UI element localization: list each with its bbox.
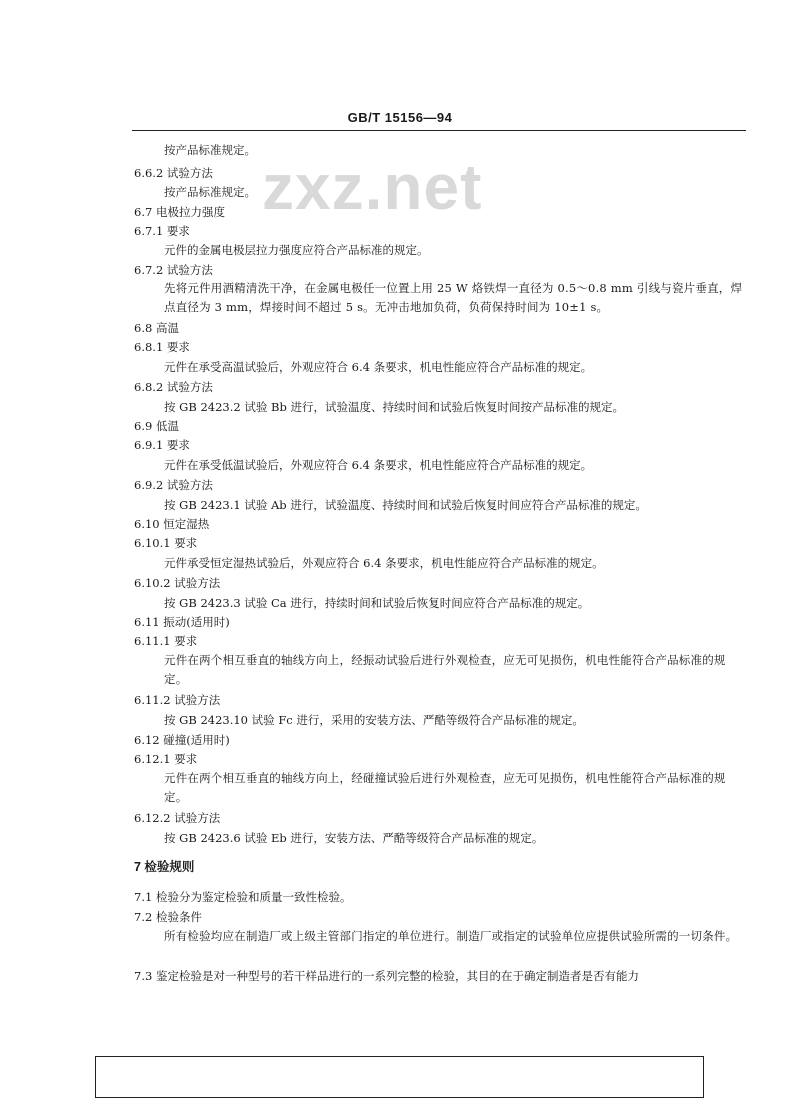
text-line: 7.3 鉴定检验是对一种型号的若干样品进行的一系列完整的检验，其目的在于确定制造者是否有能力 (134, 969, 639, 983)
header-rule (132, 130, 746, 131)
section-heading: 6.6.2 试验方法 (134, 166, 213, 180)
section-heading: 6.11.2 试验方法 (134, 693, 221, 707)
chapter-heading: 7 检验规则 (134, 860, 195, 874)
section-heading: 6.7.2 试验方法 (134, 263, 213, 277)
text-line: 元件的金属电极层拉力强度应符合产品标准的规定。 (164, 243, 429, 257)
section-heading: 6.7.1 要求 (134, 224, 190, 238)
section-heading: 6.12 碰撞(适用时) (134, 733, 230, 747)
section-heading: 6.8.1 要求 (134, 340, 190, 354)
section-heading: 6.10 恒定湿热 (134, 517, 210, 531)
section-heading: 6.11.1 要求 (134, 634, 198, 648)
section-heading: 6.10.1 要求 (134, 536, 198, 550)
paragraph: 所有检验均应在制造厂或上级主管部门指定的单位进行。制造厂或指定的试验单位应提供试验所需的一切条件。 (164, 929, 738, 943)
section-heading: 6.8.2 试验方法 (134, 380, 213, 394)
page-header: GB/T 15156—94 (347, 110, 453, 125)
text-line: 按 GB 2423.6 试验 Eb 进行，安装方法、严酷等级符合产品标准的规定。 (164, 831, 544, 845)
section-heading: 6.10.2 试验方法 (134, 576, 221, 590)
text-line: 按 GB 2423.2 试验 Bb 进行，试验温度、持续时间和试验后恢复时间按产品标准的规定。 (164, 400, 624, 414)
section-heading: 6.11 振动(适用时) (134, 615, 230, 629)
text-line: 按产品标准规定。 (164, 143, 256, 157)
footer-frame (95, 1056, 704, 1098)
text-line: 按 GB 2423.3 试验 Ca 进行，持续时间和试验后恢复时间应符合产品标准的规定。 (164, 596, 590, 610)
section-heading: 6.9.2 试验方法 (134, 478, 213, 492)
section-heading: 6.7 电极拉力强度 (134, 205, 225, 219)
section-heading: 6.9.1 要求 (134, 438, 190, 452)
section-heading: 6.8 高温 (134, 321, 179, 335)
text-line: 按 GB 2423.10 试验 Fc 进行，采用的安装方法、严酷等级符合产品标准的规定。 (164, 713, 584, 727)
section-heading: 6.12.1 要求 (134, 752, 198, 766)
text-line: 元件承受恒定湿热试验后，外观应符合 6.4 条要求，机电性能应符合产品标准的规定。 (164, 556, 604, 570)
section-heading: 7.2 检验条件 (134, 910, 202, 924)
paragraph: 先将元件用酒精清洗干净，在金属电极任一位置上用 25 W 烙铁焊一直径为 0.5～0.8 mm 引线与瓷片垂直，焊点直径为 3 mm，焊接时间不超过 5 s。无冲击地加负荷，负荷保持时间为 10±1 s。 (164, 281, 743, 314)
text-line: 元件在承受高温试验后，外观应符合 6.4 条要求，机电性能应符合产品标准的规定。 (164, 360, 593, 374)
text-line: 7.1 检验分为鉴定检验和质量一致性检验。 (134, 890, 352, 904)
watermark: zxz.net (262, 151, 483, 223)
text-line: 元件在承受低温试验后，外观应符合 6.4 条要求，机电性能应符合产品标准的规定。 (164, 458, 593, 472)
section-heading: 6.12.2 试验方法 (134, 811, 221, 825)
section-heading: 6.9 低温 (134, 419, 179, 433)
text-line: 按产品标准规定。 (164, 185, 256, 199)
paragraph: 元件在两个相互垂直的轴线方向上，经振动试验后进行外观检查，应无可见损伤，机电性能符合产品标准的规定。 (164, 653, 726, 686)
paragraph: 元件在两个相互垂直的轴线方向上，经碰撞试验后进行外观检查，应无可见损伤，机电性能符合产品标准的规定。 (164, 771, 726, 804)
text-line: 按 GB 2423.1 试验 Ab 进行，试验温度、持续时间和试验后恢复时间应符合产品标准的规定。 (164, 498, 647, 512)
